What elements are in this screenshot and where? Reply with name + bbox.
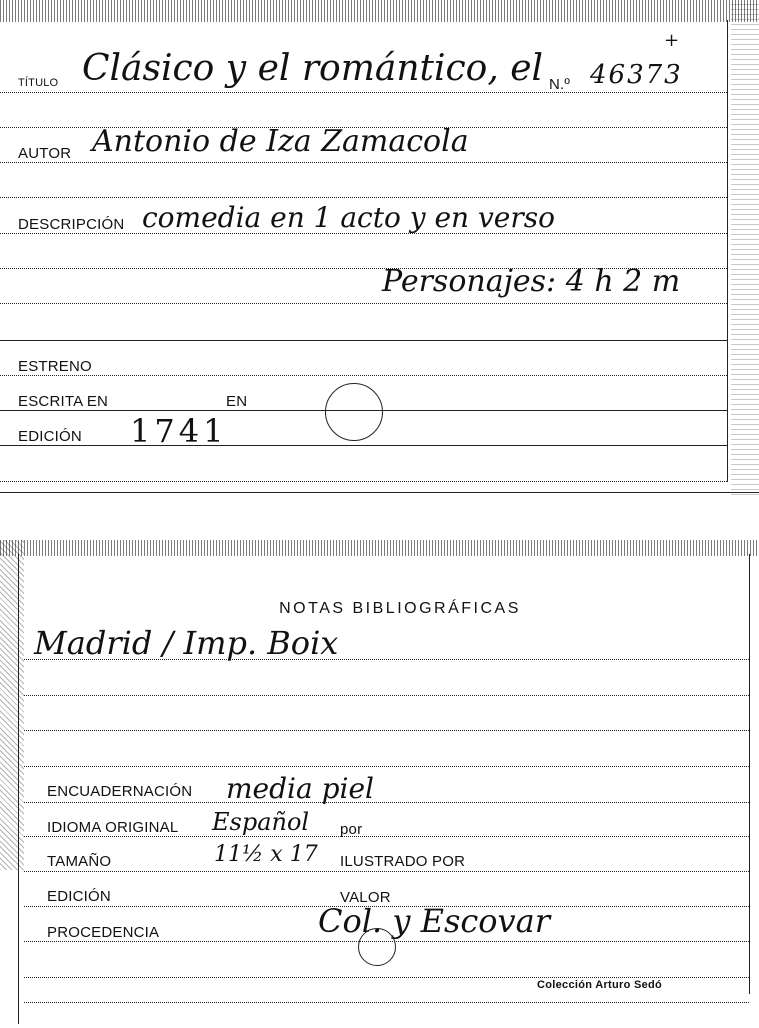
personajes-value: Personajes: 4 h 2 m bbox=[382, 264, 681, 299]
scan-noise-top bbox=[0, 0, 759, 22]
titulo-value: Clásico y el romántico, el bbox=[82, 48, 544, 89]
numero-value: 46373 bbox=[590, 60, 683, 90]
en-label: EN bbox=[226, 393, 248, 410]
idioma-value: Español bbox=[212, 808, 310, 836]
collection-footer: Colección Arturo Sedó bbox=[537, 979, 663, 991]
rule-idioma bbox=[24, 836, 749, 837]
autor-value: Antonio de Iza Zamacola bbox=[92, 124, 469, 159]
ilustrado-label: ILUSTRADO POR bbox=[340, 853, 466, 870]
edicion-label: EDICIÓN bbox=[47, 888, 111, 905]
numero-mark: + bbox=[664, 30, 680, 51]
notas-value: Madrid / Imp. Boix bbox=[34, 624, 339, 662]
encuadernacion-label: ENCUADERNACIÓN bbox=[47, 783, 193, 800]
estreno-label: ESTRENO bbox=[18, 358, 92, 375]
rule-bottom bbox=[24, 1002, 749, 1003]
edicion-label: EDICIÓN bbox=[18, 428, 82, 445]
rule-notas-3 bbox=[24, 730, 749, 731]
rule-notas-2 bbox=[24, 695, 749, 696]
catalog-card-back bbox=[0, 540, 759, 1028]
scan-noise-top bbox=[0, 540, 759, 556]
rule-estreno bbox=[0, 375, 727, 376]
scan-noise-left bbox=[0, 540, 24, 870]
tamano-value: 11½ x 17 bbox=[214, 842, 318, 867]
autor-label: AUTOR bbox=[18, 145, 72, 162]
procedencia-circle-mark bbox=[358, 928, 396, 966]
descripcion-value: comedia en 1 acto y en verso bbox=[142, 201, 555, 234]
scan-edge-right bbox=[731, 0, 759, 495]
rule-separator bbox=[0, 340, 727, 341]
rule-notas-4 bbox=[24, 766, 749, 767]
procedencia-label: PROCEDENCIA bbox=[47, 924, 160, 941]
rule-footer bbox=[24, 977, 749, 978]
card-right-border bbox=[727, 20, 728, 482]
numero-label: N.º bbox=[549, 76, 571, 93]
card-right-border bbox=[749, 554, 750, 994]
encuadernacion-value: media piel bbox=[226, 772, 374, 805]
titulo-label: TÍTULO bbox=[18, 77, 59, 89]
rule-4 bbox=[0, 303, 727, 304]
card-left-border bbox=[18, 554, 19, 1024]
valor-label: VALOR bbox=[340, 889, 391, 906]
edicion-value: 1741 bbox=[130, 412, 228, 450]
idioma-label: IDIOMA ORIGINAL bbox=[47, 819, 179, 836]
section-title: NOTAS BIBLIOGRÁFICAS bbox=[279, 600, 521, 617]
procedencia-value: Col. y Escovar bbox=[318, 902, 550, 940]
rule-tamano bbox=[24, 871, 749, 872]
card-bottom-edge bbox=[0, 492, 759, 493]
por-label: por bbox=[340, 821, 363, 838]
tamano-label: TAMAÑO bbox=[47, 853, 112, 870]
rule-2 bbox=[0, 197, 727, 198]
catalog-card-front bbox=[0, 0, 759, 495]
rule-bottom bbox=[0, 481, 727, 482]
descripcion-label: DESCRIPCIÓN bbox=[18, 216, 125, 233]
escrita-en-label: ESCRITA EN bbox=[18, 393, 109, 410]
rule-titulo bbox=[0, 92, 727, 93]
blank-stamp-circle bbox=[325, 383, 383, 441]
rule-edicion bbox=[0, 445, 727, 446]
rule-encuadernacion bbox=[24, 802, 749, 803]
rule-autor bbox=[0, 162, 727, 163]
